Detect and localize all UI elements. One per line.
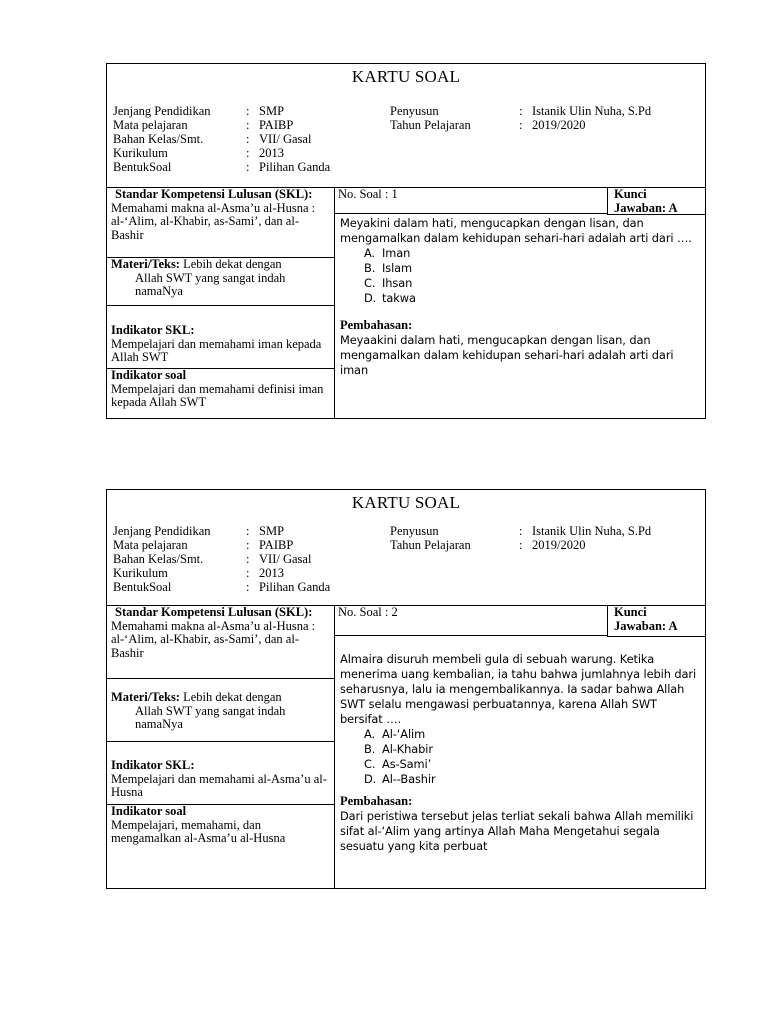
right-column [334, 606, 705, 889]
meta-label: Mata pelajaran [113, 538, 188, 552]
option-d: D. takwa [364, 291, 416, 305]
materi-cell [107, 257, 334, 305]
meta-value: Istanik Ulin Nuha, S.Pd [532, 104, 652, 118]
card-header [107, 64, 705, 188]
meta-label: Jenjang Pendidikan [113, 104, 211, 118]
indikator-soal-text: Mempelajari dan memahami definisi iman kepada Allah SWT [111, 381, 324, 409]
options-list [340, 246, 701, 306]
meta-values-left [259, 104, 330, 174]
option-a: A. Al-‘Alim [364, 727, 426, 741]
pembahasan-title: Pembahasan: [340, 794, 413, 808]
meta-sep: : [519, 104, 523, 118]
divider [607, 214, 705, 215]
no-soal: No. Soal : 2 [334, 606, 607, 636]
card-title: KARTU SOAL [351, 67, 461, 86]
meta-labels-right [390, 524, 471, 552]
meta-sep: : [246, 538, 250, 552]
meta-sep: : [519, 524, 523, 538]
option-b: B. Islam [364, 261, 413, 275]
kunci-jawaban: Kunci Jawaban: A [607, 606, 705, 636]
indikator-soal-cell [107, 368, 334, 419]
skl-title: Standar Kompetensi Lulusan (SKL): [115, 605, 313, 619]
no-soal: No. Soal : 1 [334, 188, 607, 214]
materi-text-first: Lebih dekat dengan [183, 690, 282, 704]
meta-values-left [259, 524, 330, 594]
pembahasan-text: Dari peristiwa tersebut jelas terliat sekali bahwa Allah memiliki sifat al-‘Alim yang artinya Allah Maha Mengetahui segala sesuatu yang kita perbuat [340, 808, 694, 853]
meta-sep: : [519, 538, 523, 552]
indikator-soal-title: Indikator soal [111, 804, 187, 818]
meta-values-right [532, 524, 651, 552]
kunci-jawaban: Kunci Jawaban: A [607, 188, 705, 214]
materi-cell [107, 678, 334, 741]
meta-labels-left [113, 524, 211, 594]
indikator-soal-title: Indikator soal [111, 368, 187, 382]
materi-label: Materi/Teks: [111, 257, 180, 271]
meta-value: 2019/2020 [532, 538, 586, 552]
meta-sep: : [246, 118, 250, 132]
indikator-skl-title: Indikator SKL: [111, 758, 195, 772]
meta-label: BentukSoal [113, 160, 172, 174]
meta-label: Jenjang Pendidikan [113, 524, 211, 538]
meta-label: Kurikulum [113, 146, 168, 160]
skl-text: Memahami makna al-Asma’u al-Husna : al-‘Alim, al-Khabir, as-Sami’, dan al-Bashir [111, 618, 316, 660]
left-column [107, 606, 335, 889]
option-c: C. As-Sami’ [364, 757, 432, 771]
meta-value: Pilihan Ganda [259, 160, 331, 174]
indikator-skl-text: Mempelajari dan memahami iman kepada Allah SWT [111, 336, 322, 364]
question-text: Meyakini dalam hati, mengucapkan dengan lisan, dan mengamalkan dalam kehidupan sehari-hari adalah arti dari …. [340, 216, 692, 245]
meta-sep: : [246, 524, 250, 538]
indikator-skl-cell [107, 741, 334, 804]
meta-sep: : [246, 146, 250, 160]
meta-label: Tahun Pelajaran [390, 118, 471, 132]
meta-label: Kurikulum [113, 566, 168, 580]
meta-value: 2013 [259, 566, 284, 580]
meta-value: VII/ Gasal [259, 132, 312, 146]
materi-label: Materi/Teks: [111, 690, 180, 704]
meta-label: Penyusun [390, 104, 439, 118]
meta-sep: : [246, 104, 250, 118]
pembahasan-text: Meyaakini dalam hati, mengucapkan dengan lisan, dan mengamalkan dalam kehidupan sehari-hari adalah arti dari iman [340, 332, 674, 377]
card-title: KARTU SOAL [351, 493, 461, 512]
meta-value: Istanik Ulin Nuha, S.Pd [532, 524, 652, 538]
option-b: B. Al-Khabir [364, 742, 433, 756]
indikator-skl-cell [107, 305, 334, 368]
materi-text-rest: Allah SWT yang sangat indah namaNya [135, 703, 286, 731]
meta-value: VII/ Gasal [259, 552, 312, 566]
meta-label: Penyusun [390, 524, 439, 538]
meta-label: Mata pelajaran [113, 118, 188, 132]
meta-value: SMP [259, 524, 285, 538]
meta-labels-left [113, 104, 211, 174]
question-card-1 [106, 63, 706, 419]
question-cell [334, 216, 705, 378]
option-d: D. Al--Bashir [364, 772, 436, 786]
meta-separators-left [246, 104, 249, 174]
meta-separators-right [519, 524, 522, 552]
meta-sep: : [246, 580, 250, 594]
meta-sep: : [246, 160, 250, 174]
meta-value: PAIBP [259, 118, 294, 132]
right-column [334, 188, 705, 419]
skl-cell [107, 188, 334, 257]
materi-text-first: Lebih dekat dengan [183, 257, 282, 271]
question-card-2 [106, 489, 706, 889]
meta-value: Pilihan Ganda [259, 580, 331, 594]
question-text: Almaira disuruh membeli gula di sebuah warung. Ketika menerima uang kembalian, ia tahu bahwa jumlahnya lebih dari seharusnya, lalu ia mengembalikannya. Ia sadar bahwa Allah SWT selalu mengawasi perbuatannya, karena Allah SWT bersifat …. [340, 652, 697, 726]
meta-sep: : [246, 132, 250, 146]
indikator-soal-cell [107, 804, 334, 889]
meta-label: BentukSoal [113, 580, 172, 594]
indikator-soal-text: Mempelajari, memahami, dan mengamalkan al-Asma’u al-Husna [111, 817, 286, 845]
meta-labels-right [390, 104, 471, 132]
question-cell [334, 652, 705, 854]
meta-separators-left [246, 524, 249, 594]
option-a: A. Iman [364, 246, 411, 260]
meta-sep: : [246, 566, 250, 580]
indikator-skl-title: Indikator SKL: [111, 323, 195, 337]
meta-label: Bahan Kelas/Smt. [113, 132, 204, 146]
meta-sep: : [519, 118, 523, 132]
meta-separators-right [519, 104, 522, 132]
meta-label: Tahun Pelajaran [390, 538, 471, 552]
meta-sep: : [246, 552, 250, 566]
indikator-skl-text: Mempelajari dan memahami al-Asma’u al-Husna [111, 771, 327, 799]
option-c: C. Ihsan [364, 276, 413, 290]
left-column [107, 188, 335, 419]
skl-text: Memahami makna al-Asma’u al-Husna : al-‘Alim, al-Khabir, as-Sami’, dan al-Bashir [111, 200, 316, 242]
divider [607, 636, 705, 637]
skl-cell [107, 606, 334, 678]
options-list [340, 727, 701, 787]
card-header [107, 490, 705, 606]
meta-value: PAIBP [259, 538, 294, 552]
meta-label: Bahan Kelas/Smt. [113, 552, 204, 566]
meta-value: 2013 [259, 146, 284, 160]
meta-value: 2019/2020 [532, 118, 586, 132]
meta-value: SMP [259, 104, 285, 118]
skl-title: Standar Kompetensi Lulusan (SKL): [115, 187, 313, 201]
pembahasan-title: Pembahasan: [340, 318, 413, 332]
meta-values-right [532, 104, 651, 132]
materi-text-rest: Allah SWT yang sangat indah namaNya [135, 270, 286, 298]
